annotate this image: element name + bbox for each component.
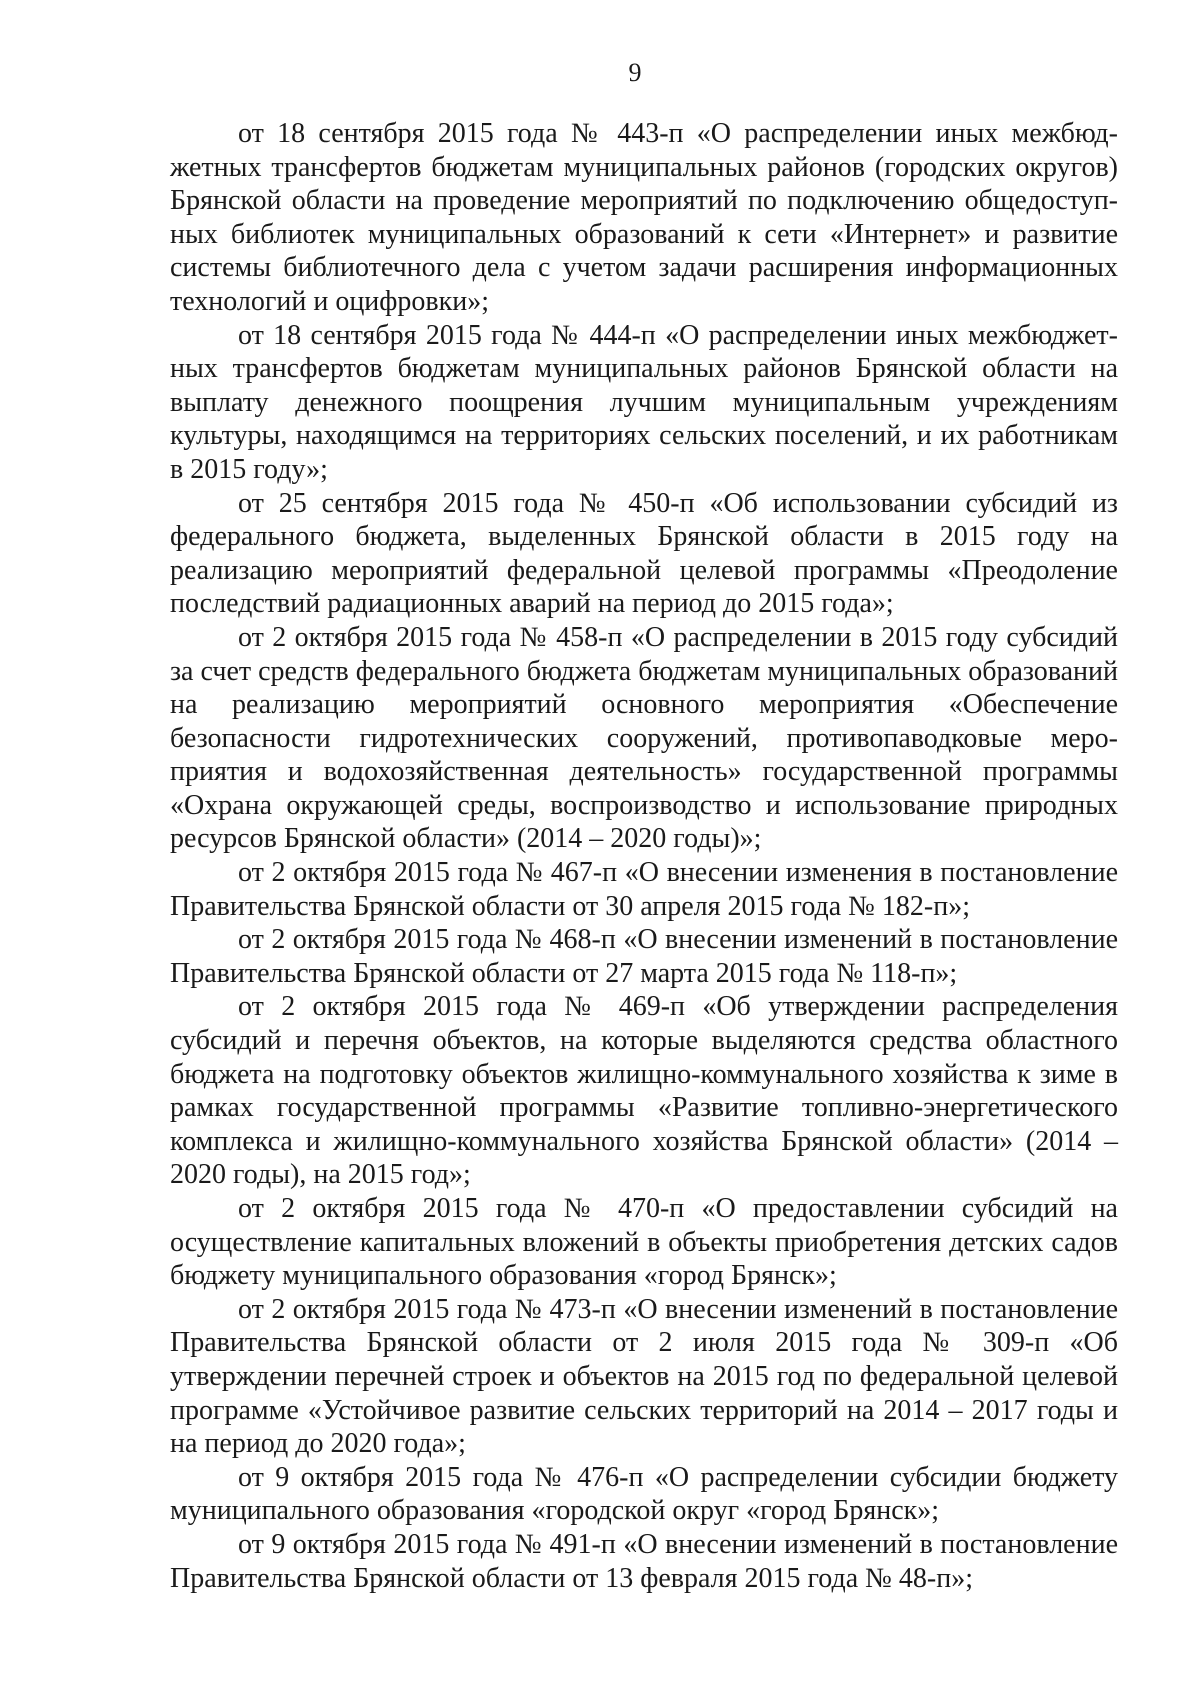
paragraph-resolution-443: от 18 сентября 2015 года № 443-п «О распределении иных межбюджетных трансфертов бюджетам муниципальных районов (городских округов) Брянской области на проведение мероприятий по подключению общедоступных библиотек муниципальных образований к сети «Интернет» и развитие системы библиотечного дела с учетом задачи расширения информационных технологий и оцифровки»; [170,118,1118,317]
paragraph-resolution-468: от 2 октября 2015 года № 468-п «О внесении изменений в постановление Правительства Брянской области от 27 марта 2015 года № 118-п»; [170,924,1118,989]
paragraph-resolution-473: от 2 октября 2015 года № 473-п «О внесении изменений в постановление Правительства Брянской области от 2 июля 2015 года № 309-п «Об утверждении перечней строек и объектов на 2015 год по федеральной целевой программе «Устойчивое развитие сельских территорий на 2014 – 2017 годы и на период до 2020 года»; [170,1293,1118,1460]
paragraph-resolution-469: от 2 октября 2015 года № 469-п «Об утверждении распределения субсидий и перечня объектов, на которые выделяются средства областного бюджета на подготовку объектов жилищно-коммунального хозяйства к зиме в рамках государственной программы «Развитие топливно-энергетического комплекса и жилищно-коммунального хозяйства Брянской области» (2014 – 2020 годы), на 2015 год»; [170,991,1118,1191]
paragraph-resolution-444: от 18 сентября 2015 года № 444-п «О распределении иных межбюджетных трансфертов бюджетам муниципальных районов Брянской области на выплату денежного поощрения лучшим муниципальным учреждениям культуры, находящимся на территориях сельских поселений, и их работникам в 2015 году»; [170,319,1118,485]
document-body [170,117,1118,1595]
paragraph-resolution-458: от 2 октября 2015 года № 458-п «О распределении в 2015 году субсидий за счет средств федерального бюджета бюджетам муниципальных образований на реализацию мероприятий основного мероприятия «Обеспечение безопасности гидротехнических сооружений, противопаводковые мероприятия и водохозяйственная деятельность» государственной программы «Охрана окружающей среды, воспроизводство и использование природных ресурсов Брянской области» (2014 – 2020 годы)»; [170,621,1118,855]
paragraph-resolution-470: от 2 октября 2015 года № 470-п «О предоставлении субсидий на осуществление капитальных вложений в объекты приобретения детских садов бюджету муниципального образования «город Брянск»; [170,1193,1118,1292]
paragraph-resolution-467: от 2 октября 2015 года № 467-п «О внесении изменения в постановление Правительства Брянской области от 30 апреля 2015 года № 182-п»; [170,857,1118,922]
paragraph-resolution-450: от 25 сентября 2015 года № 450-п «Об использовании субсидий из федерального бюджета, выделенных Брянской области в 2015 году на реализацию мероприятий федеральной целевой программы «Преодоление последствий радиационных аварий на период до 2015 года»; [170,487,1118,620]
paragraph-resolution-476: от 9 октября 2015 года № 476-п «О распределении субсидии бюджету муниципального образования «городской округ «город Брянск»; [170,1461,1118,1527]
paragraph-resolution-491: от 9 октября 2015 года № 491-п «О внесении изменений в постановление Правительства Брянской области от 13 февраля 2015 года № 48-п»; [170,1528,1118,1594]
page-number: 9 [628,58,642,87]
